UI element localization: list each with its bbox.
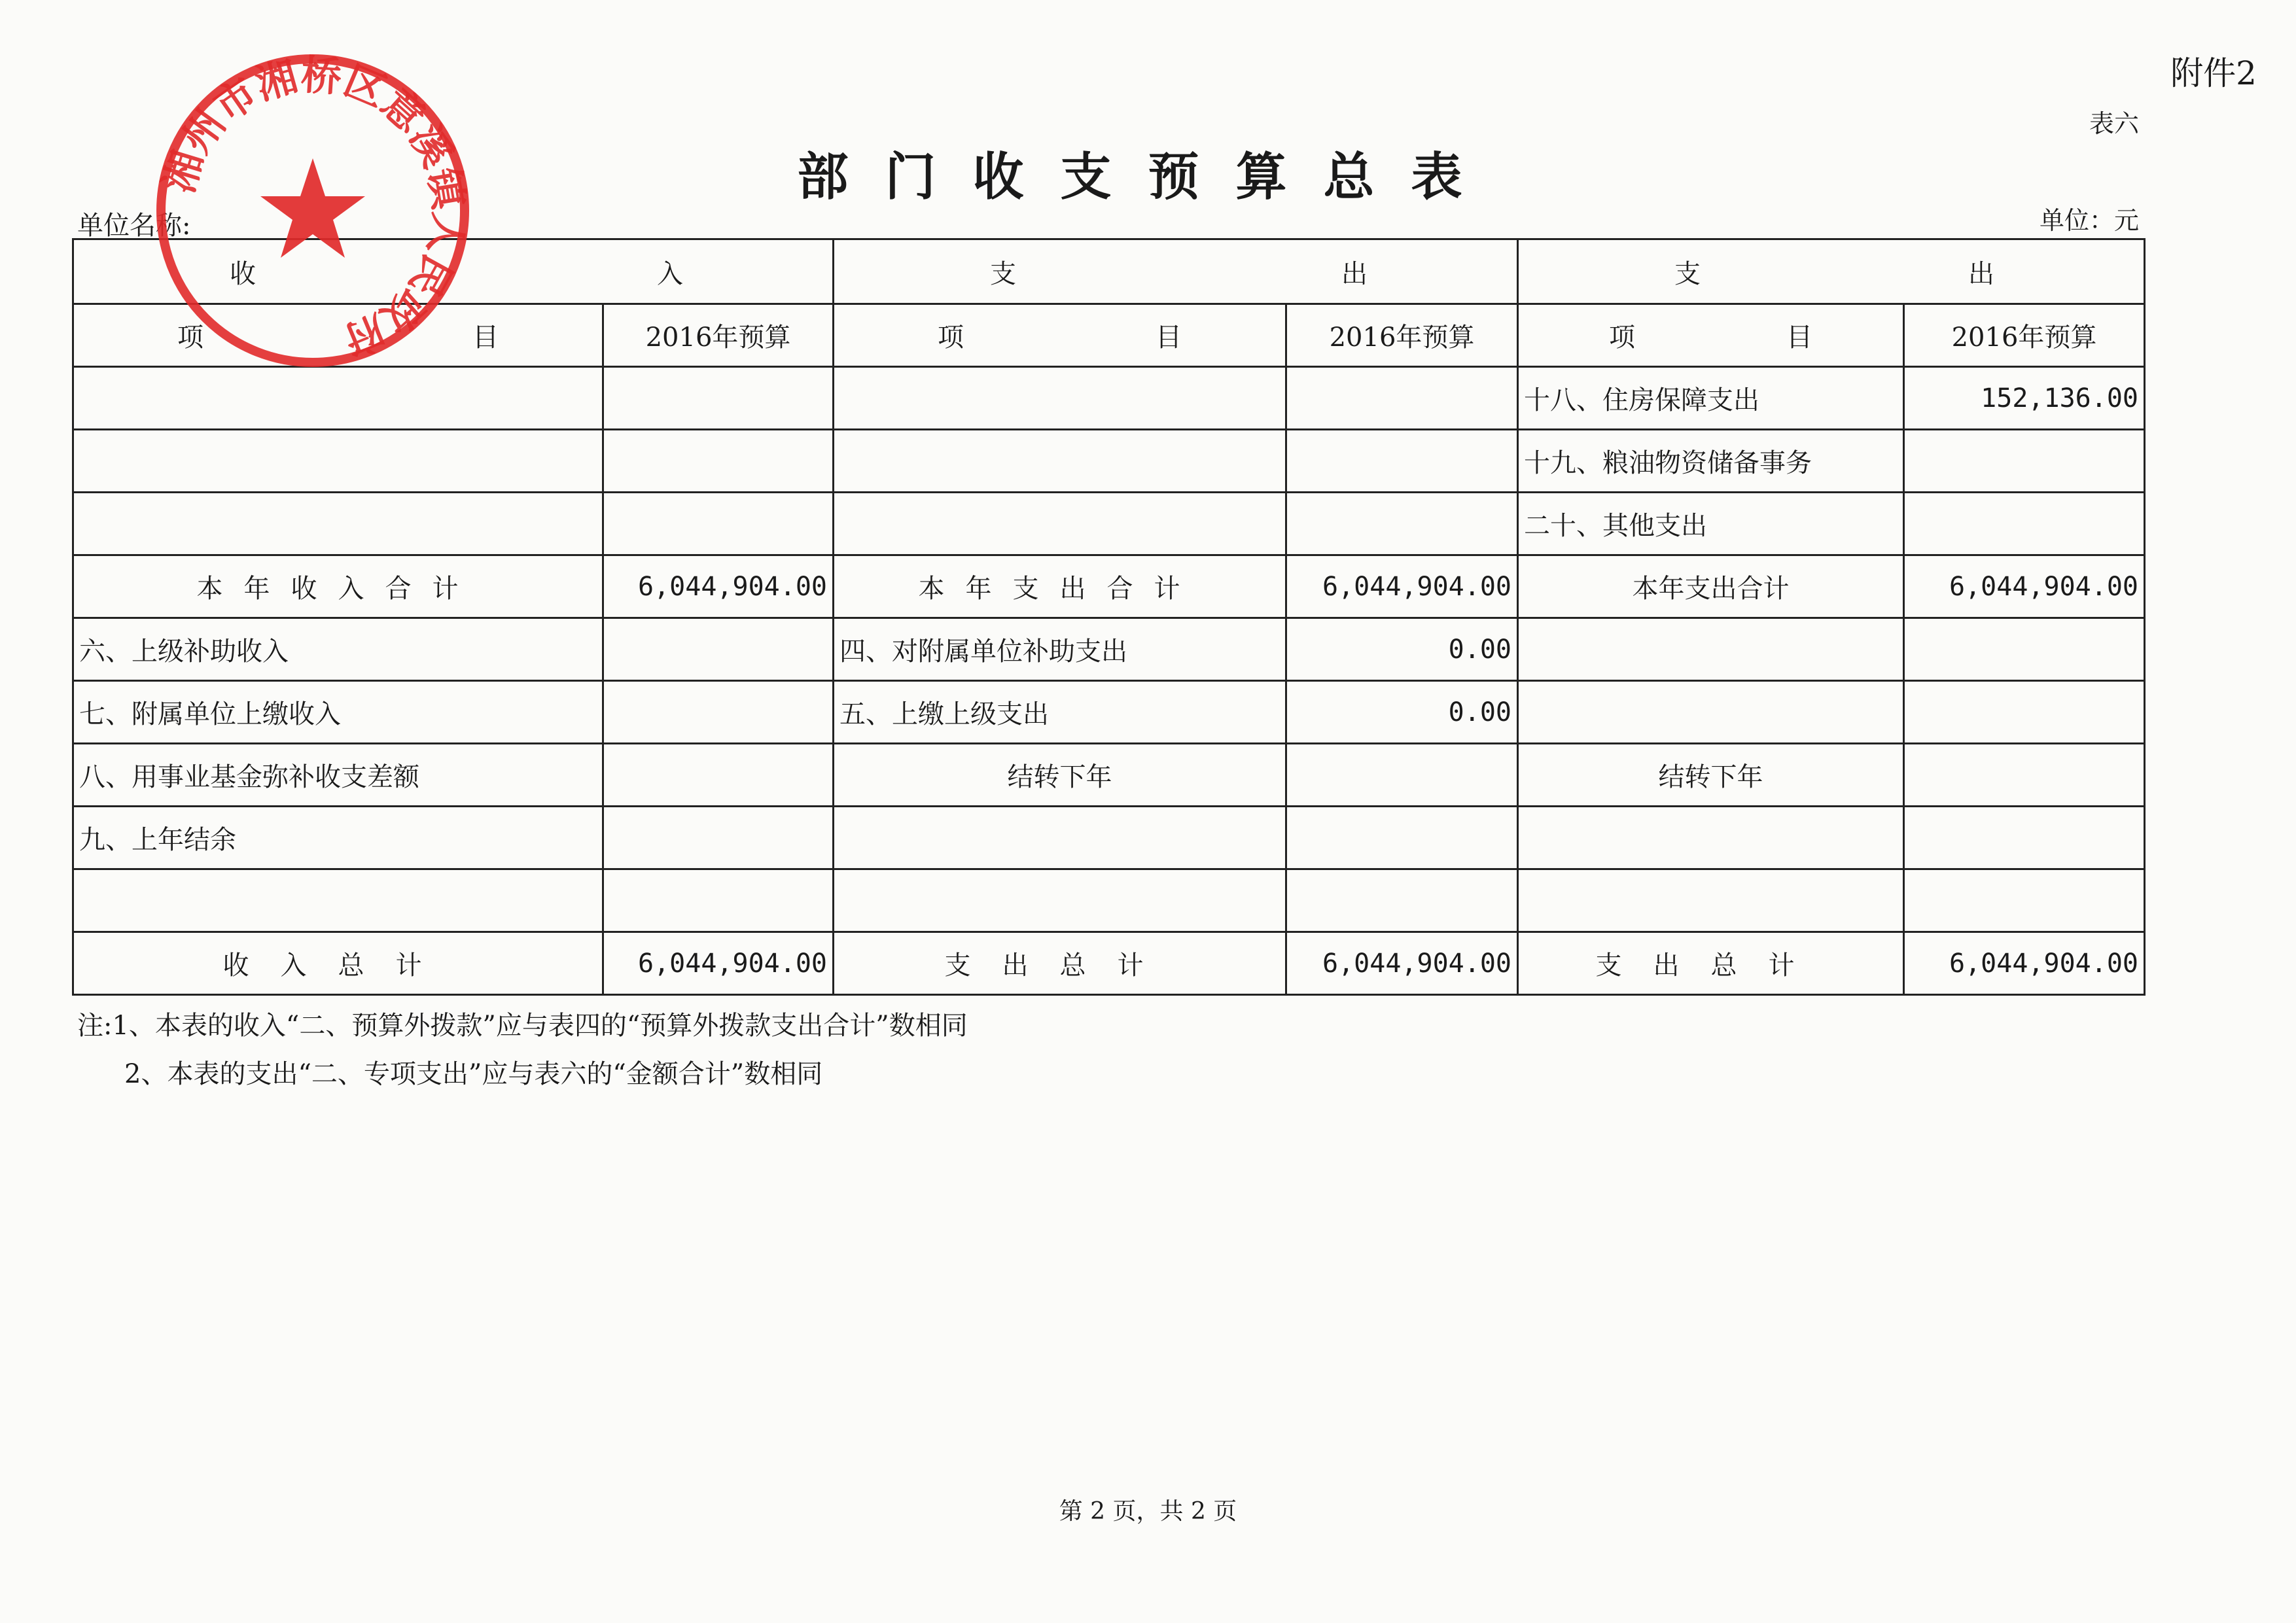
expense1-amount-cell: 0.00 bbox=[1286, 681, 1518, 744]
table-row bbox=[73, 493, 2145, 555]
expense2-item-cell: 结转下年 bbox=[1518, 744, 1904, 807]
expense1-amount-cell bbox=[1286, 367, 1518, 430]
income-item-cell: 八、用事业基金弥补收支差额 bbox=[73, 744, 603, 807]
table-row bbox=[73, 807, 2145, 869]
income-item-cell bbox=[73, 367, 603, 430]
item-header-right: 目 bbox=[472, 323, 499, 353]
expense2-amount-cell bbox=[1904, 744, 2145, 807]
income-amount-cell bbox=[603, 430, 834, 493]
expense1-item-cell bbox=[834, 807, 1286, 869]
expense1-amount-cell bbox=[1286, 869, 1518, 932]
item-header-left: 项 bbox=[1609, 323, 1635, 353]
income-item-cell: 六、上级补助收入 bbox=[73, 618, 603, 681]
income-year-total-amount: 6,044,904.00 bbox=[603, 555, 834, 618]
income-item-cell: 七、附属单位上缴收入 bbox=[73, 681, 603, 744]
income-item-cell bbox=[73, 493, 603, 555]
official-seal bbox=[149, 47, 476, 374]
income-budget-header: 2016年预算 bbox=[603, 304, 834, 367]
attachment-label: 附件2 bbox=[2170, 54, 2257, 92]
income-item-cell bbox=[73, 869, 603, 932]
expense1-item-header bbox=[834, 304, 1286, 367]
expense1-grand-total-label: 支出总计 bbox=[834, 932, 1286, 995]
table-row bbox=[73, 618, 2145, 681]
expense2-amount-cell bbox=[1904, 869, 2145, 932]
expense2-item-cell: 十九、粮油物资储备事务 bbox=[1518, 430, 1904, 493]
expense1-item-cell bbox=[834, 869, 1286, 932]
income-header-left: 收 bbox=[230, 258, 256, 289]
income-item-cell: 九、上年结余 bbox=[73, 807, 603, 869]
expense1-year-total-label: 本年支出合计 bbox=[834, 555, 1286, 618]
expense2-amount-cell bbox=[1904, 681, 2145, 744]
expense2-item-cell bbox=[1518, 869, 1904, 932]
income-grand-total-amount: 6,044,904.00 bbox=[603, 932, 834, 995]
seal-text: 湘州市湘桥区意溪镇人民政府 bbox=[154, 50, 473, 366]
income-amount-cell bbox=[603, 807, 834, 869]
year-total-row bbox=[73, 555, 2145, 618]
expense2-item-cell: 十八、住房保障支出 bbox=[1518, 367, 1904, 430]
expense1-item-cell bbox=[834, 493, 1286, 555]
currency-unit-label: 单位：元 bbox=[2039, 206, 2139, 235]
expense1-item-cell: 五、上缴上级支出 bbox=[834, 681, 1286, 744]
income-amount-cell bbox=[603, 869, 834, 932]
expense2-amount-cell bbox=[1904, 493, 2145, 555]
income-amount-cell bbox=[603, 493, 834, 555]
note-2: 2、本表的支出“二、专项支出”应与表六的“金额合计”数相同 bbox=[124, 1059, 823, 1089]
income-grand-total-label: 收入总计 bbox=[73, 932, 603, 995]
item-header-right: 目 bbox=[1156, 323, 1182, 353]
document-title: 部门收支预算总表 bbox=[797, 147, 1499, 207]
expense1-header-left: 支 bbox=[990, 258, 1016, 289]
income-header-right: 入 bbox=[657, 258, 683, 289]
expense2-amount-cell: 152,136.00 bbox=[1904, 367, 2145, 430]
table-row bbox=[73, 744, 2145, 807]
income-amount-cell bbox=[603, 744, 834, 807]
expense2-budget-header: 2016年预算 bbox=[1904, 304, 2145, 367]
expense1-year-total-amount: 6,044,904.00 bbox=[1286, 555, 1518, 618]
expense-group-header-1 bbox=[834, 239, 1518, 304]
expense2-amount-cell bbox=[1904, 807, 2145, 869]
page-number: 第 2 页，共 2 页 bbox=[1059, 1498, 1237, 1525]
income-amount-cell bbox=[603, 367, 834, 430]
table-row bbox=[73, 681, 2145, 744]
table-id-label: 表六 bbox=[2089, 109, 2139, 138]
unit-name-label: 单位名称: bbox=[77, 211, 191, 241]
expense1-amount-cell bbox=[1286, 807, 1518, 869]
table-row bbox=[73, 869, 2145, 932]
expense2-amount-cell bbox=[1904, 430, 2145, 493]
expense1-amount-cell: 0.00 bbox=[1286, 618, 1518, 681]
expense2-item-cell bbox=[1518, 807, 1904, 869]
item-header-right: 目 bbox=[1786, 323, 1812, 353]
expense1-amount-cell bbox=[1286, 493, 1518, 555]
income-item-cell bbox=[73, 430, 603, 493]
expense1-amount-cell bbox=[1286, 744, 1518, 807]
expense2-item-header bbox=[1518, 304, 1904, 367]
income-year-total-label: 本年收入合计 bbox=[73, 555, 603, 618]
item-header-left: 项 bbox=[177, 323, 203, 353]
expense1-grand-total-amount: 6,044,904.00 bbox=[1286, 932, 1518, 995]
table-row bbox=[73, 430, 2145, 493]
expense2-header-left: 支 bbox=[1674, 258, 1701, 289]
expense1-item-cell: 四、对附属单位补助支出 bbox=[834, 618, 1286, 681]
expense1-item-cell bbox=[834, 367, 1286, 430]
expense1-amount-cell bbox=[1286, 430, 1518, 493]
expense2-grand-total-label: 支出总计 bbox=[1518, 932, 1904, 995]
expense2-amount-cell bbox=[1904, 618, 2145, 681]
expense1-item-cell: 结转下年 bbox=[834, 744, 1286, 807]
expense-group-header-2 bbox=[1518, 239, 2145, 304]
star-icon bbox=[260, 158, 365, 258]
grand-total-row bbox=[73, 932, 2145, 995]
expense2-item-cell bbox=[1518, 618, 1904, 681]
expense1-item-cell bbox=[834, 430, 1286, 493]
expense1-budget-header: 2016年预算 bbox=[1286, 304, 1518, 367]
expense2-item-cell bbox=[1518, 681, 1904, 744]
expense1-header-right: 出 bbox=[1341, 258, 1368, 289]
expense2-header-right: 出 bbox=[1968, 258, 1994, 289]
note-1: 注:1、本表的收入“二、预算外拨款”应与表四的“预算外拨款支出合计”数相同 bbox=[77, 1011, 968, 1041]
expense2-item-cell: 二十、其他支出 bbox=[1518, 493, 1904, 555]
item-header-left: 项 bbox=[938, 323, 964, 353]
table-row bbox=[73, 367, 2145, 430]
expense2-year-total-amount: 6,044,904.00 bbox=[1904, 555, 2145, 618]
income-amount-cell bbox=[603, 681, 834, 744]
expense2-grand-total-amount: 6,044,904.00 bbox=[1904, 932, 2145, 995]
expense2-year-total-label: 本年支出合计 bbox=[1518, 555, 1904, 618]
income-amount-cell bbox=[603, 618, 834, 681]
